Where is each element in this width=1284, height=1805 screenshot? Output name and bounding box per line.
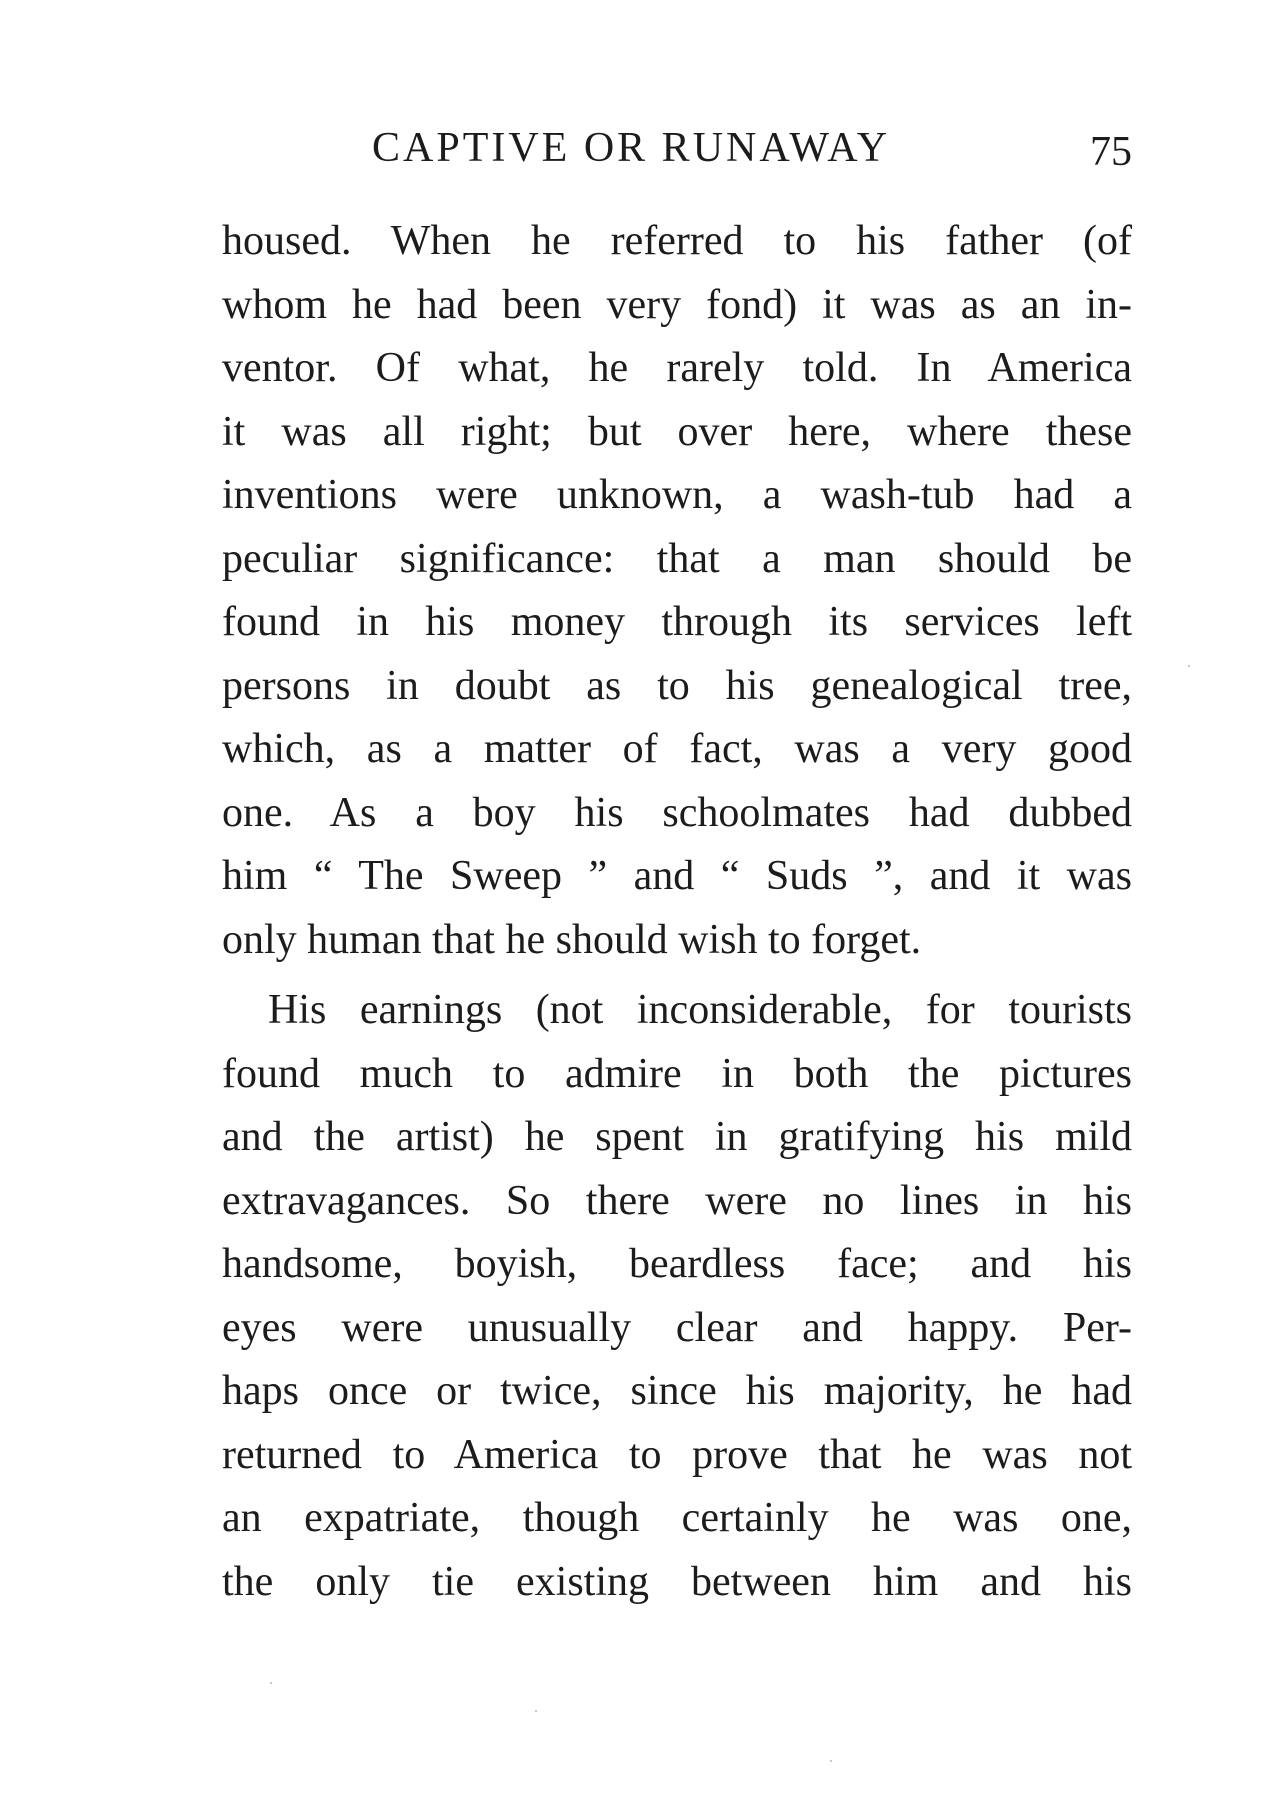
body-text bbox=[222, 210, 1132, 1614]
scan-speck bbox=[830, 1760, 832, 1762]
text-line: whom he had been very fond) it was as an in- bbox=[222, 281, 1132, 328]
paragraph-1 bbox=[222, 210, 1132, 972]
page-number: 75 bbox=[1090, 129, 1132, 175]
text-line: housed. When he referred to his father (of bbox=[222, 218, 1132, 264]
paragraph-2 bbox=[222, 979, 1132, 1614]
running-title: CAPTIVE OR RUNAWAY bbox=[372, 125, 891, 171]
running-header bbox=[222, 118, 1132, 178]
scan-speck bbox=[270, 1682, 272, 1684]
text-line: His earnings (not inconsiderable, for tourists bbox=[268, 987, 1132, 1033]
paragraph-spacing bbox=[222, 972, 1132, 979]
text-line: which, as a matter of fact, was a very good bbox=[222, 726, 1132, 772]
text-line: him “ The Sweep ” and “ Suds ”, and it was bbox=[222, 853, 1132, 899]
text-line: ventor. Of what, he rarely told. In America bbox=[222, 345, 1132, 391]
text-line: haps once or twice, since his majority, he had bbox=[222, 1368, 1132, 1414]
text-line: persons in doubt as to his genealogical tree, bbox=[222, 662, 1132, 709]
text-line: an expatriate, though certainly he was one, bbox=[222, 1495, 1132, 1541]
text-line: it was all right; but over here, where these bbox=[222, 408, 1132, 455]
scan-speck bbox=[535, 1710, 537, 1712]
scan-speck bbox=[1188, 665, 1190, 667]
text-line: inventions were unknown, a wash-tub had a bbox=[222, 472, 1132, 518]
text-line: found much to admire in both the pictures bbox=[222, 1050, 1132, 1097]
text-line: eyes were unusually clear and happy. Per- bbox=[222, 1304, 1132, 1351]
text-line: returned to America to prove that he was not bbox=[222, 1431, 1132, 1478]
text-line: only human that he should wish to forget. bbox=[222, 916, 922, 963]
text-line: and the artist) he spent in gratifying his mild bbox=[222, 1114, 1132, 1160]
text-line: one. As a boy his schoolmates had dubbed bbox=[222, 789, 1132, 836]
text-line: found in his money through its services left bbox=[222, 599, 1132, 645]
text-line: the only tie existing between him and his bbox=[222, 1558, 1132, 1605]
text-line: extravagances. So there were no lines in his bbox=[222, 1177, 1132, 1224]
text-line: handsome, boyish, beardless face; and his bbox=[222, 1241, 1132, 1287]
text-line: peculiar significance: that a man should be bbox=[222, 535, 1132, 582]
